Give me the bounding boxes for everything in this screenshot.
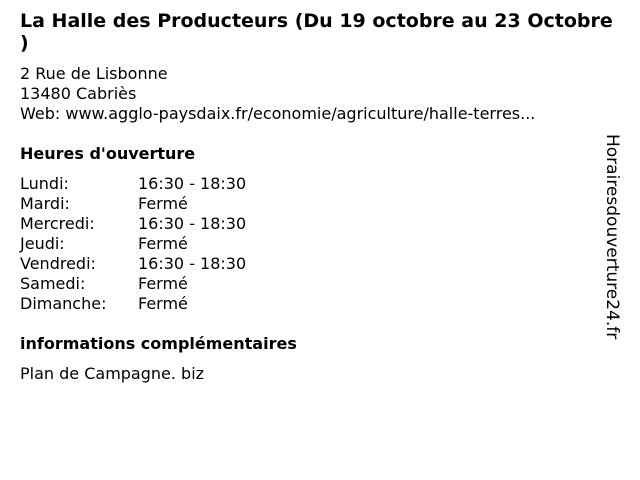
brand-watermark: Horairesdouverture24.fr xyxy=(602,134,622,340)
day-hours: Fermé xyxy=(138,294,188,313)
day-label: Samedi: xyxy=(20,274,86,293)
day-hours: Fermé xyxy=(138,194,188,213)
day-hours: Fermé xyxy=(138,234,188,253)
address-city: 13480 Cabriès xyxy=(20,84,137,103)
additional-info-heading: informations complémentaires xyxy=(20,334,297,353)
day-label: Lundi: xyxy=(20,174,69,193)
day-label: Mercredi: xyxy=(20,214,95,233)
address-street: 2 Rue de Lisbonne xyxy=(20,64,168,83)
day-hours: 16:30 - 18:30 xyxy=(138,254,247,273)
day-hours: 16:30 - 18:30 xyxy=(138,214,247,233)
address-block xyxy=(20,64,535,124)
day-hours: 16:30 - 18:30 xyxy=(138,174,247,193)
day-label: Jeudi: xyxy=(20,234,65,253)
address-web-link[interactable]: Web: www.agglo-paysdaix.fr/economie/agriculture/halle-terres... xyxy=(20,104,536,123)
day-label: Vendredi: xyxy=(20,254,96,273)
day-label: Dimanche: xyxy=(20,294,107,313)
page-title: La Halle des Producteurs (Du 19 octobre au 23 Octobre ) xyxy=(20,10,613,54)
opening-hours-heading: Heures d'ouverture xyxy=(20,144,196,163)
additional-info-text: Plan de Campagne. biz xyxy=(20,364,205,383)
day-hours: Fermé xyxy=(138,274,188,293)
day-label: Mardi: xyxy=(20,194,70,213)
